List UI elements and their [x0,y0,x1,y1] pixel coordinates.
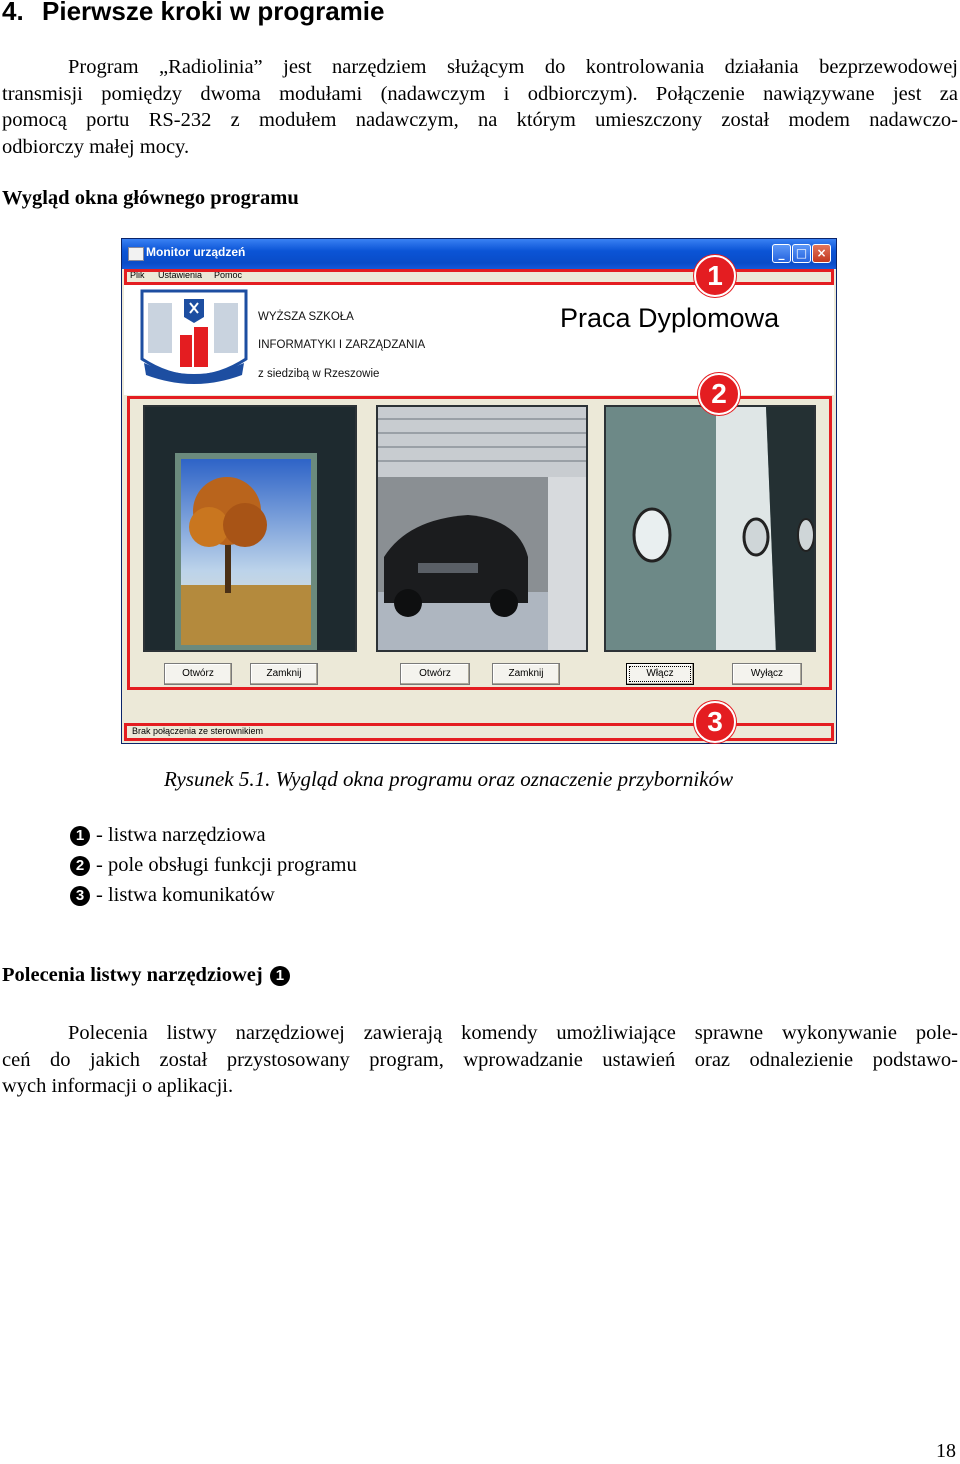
school-logo [138,289,250,389]
toolbar-subheading-number: 1 [270,966,290,986]
window-subheading: Wygląd okna głównego programu [2,187,299,209]
marker-1: 1 [694,255,736,297]
menu-item-plik[interactable]: Plik [130,270,145,280]
legend-number: 1 [70,826,90,846]
intro-line: pomocą portu RS-232 z modułem nadawczym, na którym umieszczony został modem nadawczo- [2,109,958,131]
open-button-2[interactable]: Otwórz [400,663,470,685]
status-message: Brak połączenia ze sterownikiem [132,726,264,736]
intro-line: Program „Radiolinia” jest narzędziem służącym do kontrolowania działania bezprzewodowej [68,56,958,78]
legend-text: - pole obsługi funkcji programu [96,854,357,876]
banner-title: Praca Dyplomowa [560,303,780,333]
toolbar-subheading-text: Polecenia listwy narzędziowej [2,964,263,986]
school-line-1: WYŻSZA SZKOŁA [258,311,354,323]
marker-2: 2 [698,373,740,415]
legend-number: 2 [70,856,90,876]
off-button[interactable]: Wyłącz [732,663,802,685]
marker-3: 3 [694,701,736,743]
menu-item-pomoc[interactable]: Pomoc [214,270,243,280]
app-window [121,238,837,744]
school-line-2: INFORMATYKI I ZARZĄDZANIA [258,339,426,351]
toolbar-line: ceń do jakich został przystosowany program, wprowadzanie ustawień oraz odnalezienie podstawo- [2,1048,958,1071]
toolbar-paragraph [2,1020,958,1100]
close-icon[interactable]: × [812,244,831,263]
legend-text: - listwa komunikatów [96,884,275,906]
section-heading [2,0,384,27]
close-button-2[interactable]: Zamknij [492,663,560,685]
window-title: Monitor urządzeń [146,245,246,259]
figure-caption: Rysunek 5.1. Wygląd okna programu oraz oznaczenie przyborników [164,767,734,791]
page-number: 18 [936,1440,956,1462]
toolbar-line: Polecenia listwy narzędziowej zawierają komendy umożliwiające sprawne wykonywanie pole- [68,1022,958,1044]
legend-item-1 [70,820,266,850]
legend-item-3 [70,880,275,910]
intro-paragraph [2,54,958,160]
toolbar-subheading [2,964,296,987]
minimize-icon[interactable]: _ [772,244,791,263]
function-panel-highlight [127,396,832,690]
toolbar-line: wych informacji o aplikacji. [2,1075,234,1097]
legend-text: - listwa narzędziowa [96,824,266,846]
maximize-icon[interactable]: □ [792,244,811,263]
intro-line: transmisji pomiędzy dwoma modułami (nadawczym i odbiorczym). Połączenie nawiązywane jest za [2,82,958,105]
legend-number: 3 [70,886,90,906]
app-icon [128,247,144,261]
on-button[interactable]: Włącz [626,663,694,685]
menu-item-ustawienia[interactable]: Ustawienia [158,270,203,280]
open-button-1[interactable]: Otwórz [164,663,232,685]
section-number: 4. [2,0,24,26]
legend-item-2 [70,850,357,880]
section-title: Pierwsze kroki w programie [42,0,385,26]
intro-line: odbiorczy małej mocy. [2,135,190,158]
close-button-1[interactable]: Zamknij [250,663,318,685]
school-line-3: z siedzibą w Rzeszowie [258,368,380,380]
